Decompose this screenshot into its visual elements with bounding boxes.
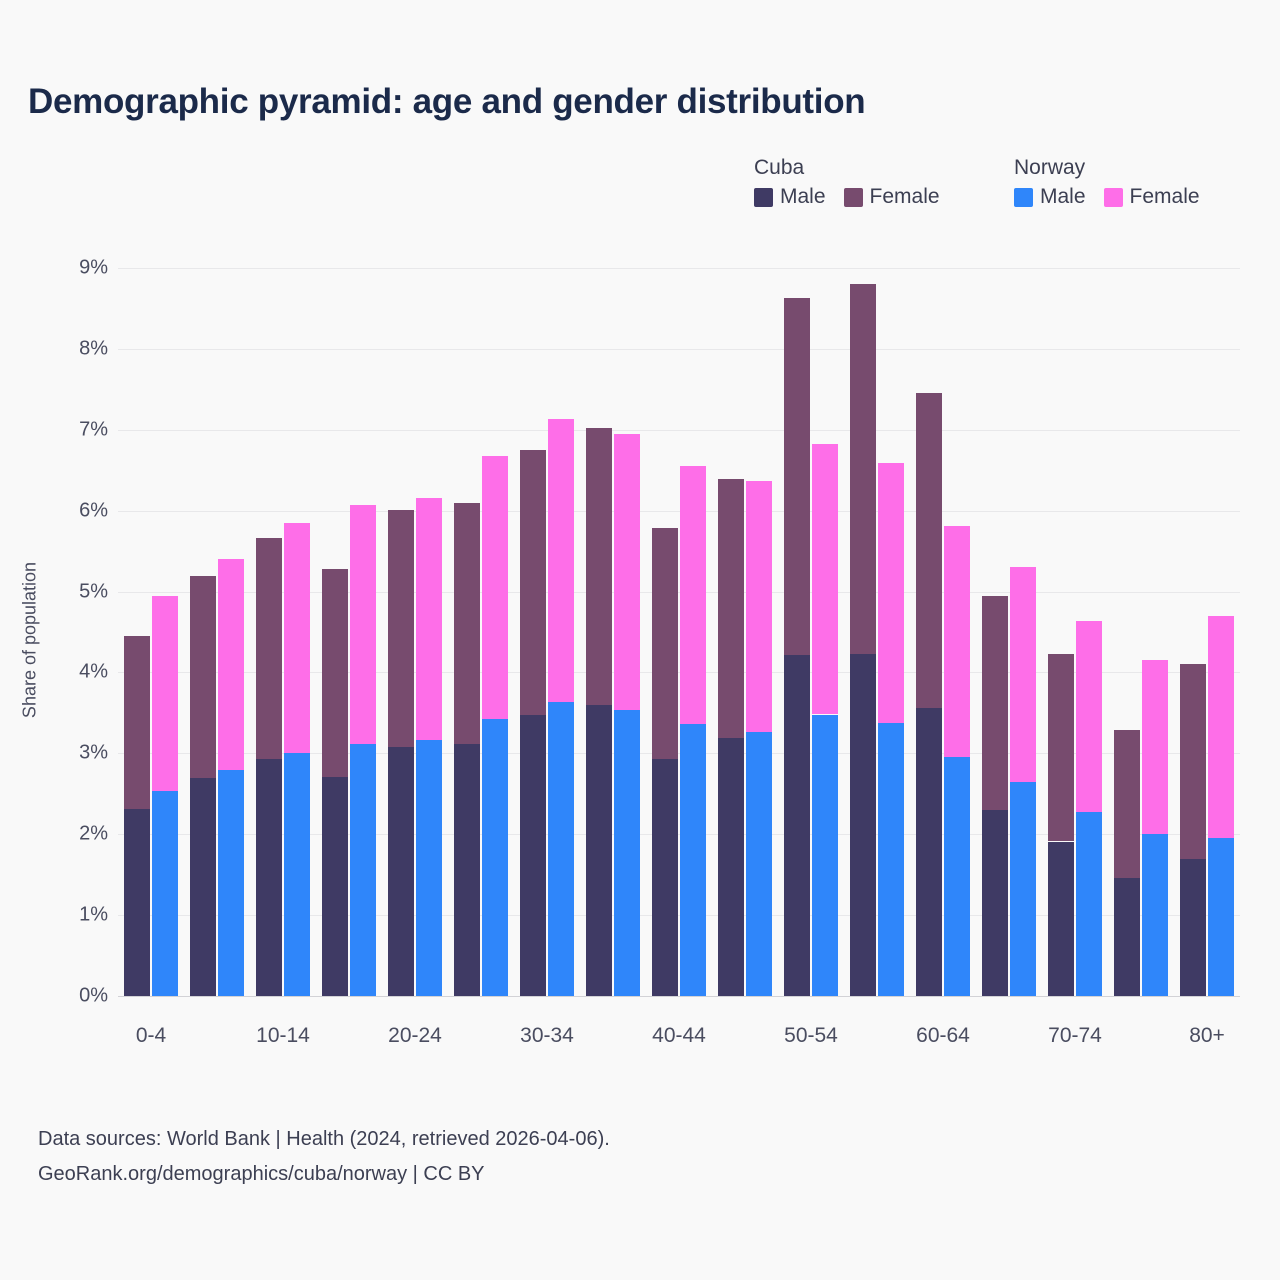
bar-norway-female[interactable] — [350, 505, 376, 744]
y-axis-tick-label: 8% — [79, 337, 108, 360]
bar-cuba-male[interactable] — [322, 777, 348, 996]
bar-norway-female[interactable] — [1010, 567, 1036, 782]
bar-cuba-male[interactable] — [784, 655, 810, 996]
y-axis-tick-label: 6% — [79, 499, 108, 522]
bar-norway-male[interactable] — [878, 723, 904, 996]
x-axis-tick-label: 0-4 — [135, 1024, 167, 1047]
footer-line-sources: Data sources: World Bank | Health (2024, retrieved 2026-04-06). — [38, 1128, 610, 1150]
bar-cuba-male[interactable] — [454, 744, 480, 996]
bar-norway-male[interactable] — [614, 710, 640, 996]
gridline — [118, 430, 1240, 431]
bar-norway-male[interactable] — [1010, 782, 1036, 996]
bar-cuba-male[interactable] — [256, 759, 282, 996]
bar-norway-male[interactable] — [1076, 812, 1102, 996]
bar-norway-male[interactable] — [284, 753, 310, 996]
bar-norway-female[interactable] — [482, 456, 508, 719]
y-axis-label: Share of population — [19, 561, 40, 719]
bar-cuba-male[interactable] — [982, 810, 1008, 996]
bar-norway-male[interactable] — [1208, 838, 1234, 996]
bar-norway-female[interactable] — [1142, 660, 1168, 835]
x-axis-tick-label: 50-54 — [784, 1024, 838, 1047]
bar-cuba-male[interactable] — [916, 708, 942, 996]
x-axis-tick-label: 80+ — [1189, 1024, 1225, 1047]
footer-line-attribution: GeoRank.org/demographics/cuba/norway | CC BY — [38, 1163, 485, 1185]
y-axis-tick-label: 5% — [79, 580, 108, 603]
bar-norway-female[interactable] — [614, 434, 640, 711]
bar-cuba-female[interactable] — [454, 503, 480, 743]
bar-cuba-female[interactable] — [982, 596, 1008, 810]
bar-norway-male[interactable] — [152, 791, 178, 996]
bar-cuba-male[interactable] — [1114, 878, 1140, 996]
bar-cuba-female[interactable] — [388, 510, 414, 747]
y-axis-tick-label: 0% — [79, 984, 108, 1007]
bar-cuba-male[interactable] — [850, 654, 876, 996]
bar-cuba-female[interactable] — [586, 428, 612, 705]
x-axis-tick-label: 60-64 — [916, 1024, 970, 1047]
bar-norway-male[interactable] — [416, 740, 442, 996]
bar-norway-male[interactable] — [812, 715, 838, 996]
bar-cuba-male[interactable] — [388, 747, 414, 996]
bar-norway-female[interactable] — [944, 526, 970, 757]
bar-norway-female[interactable] — [218, 559, 244, 770]
y-axis-tick-label: 4% — [79, 660, 108, 683]
bar-norway-female[interactable] — [548, 419, 574, 701]
bar-cuba-male[interactable] — [190, 778, 216, 996]
bar-norway-male[interactable] — [218, 770, 244, 996]
x-axis-tick-label: 70-74 — [1048, 1024, 1102, 1047]
legend-group-title: Norway — [1014, 156, 1086, 179]
bar-cuba-female[interactable] — [520, 450, 546, 715]
bar-norway-male[interactable] — [1142, 834, 1168, 996]
y-axis-tick-label: 3% — [79, 741, 108, 764]
bar-norway-female[interactable] — [284, 523, 310, 753]
gridline — [118, 349, 1240, 350]
x-axis-tick-label: 30-34 — [520, 1024, 574, 1047]
bar-cuba-female[interactable] — [1180, 664, 1206, 860]
bar-norway-male[interactable] — [746, 732, 772, 996]
y-axis-tick-label: 1% — [79, 903, 108, 926]
page-title: Demographic pyramid: age and gender distribution — [28, 82, 866, 121]
bar-cuba-female[interactable] — [322, 569, 348, 777]
bar-norway-male[interactable] — [482, 719, 508, 996]
bar-cuba-male[interactable] — [1048, 842, 1074, 996]
bar-cuba-male[interactable] — [718, 738, 744, 996]
bar-cuba-female[interactable] — [256, 538, 282, 759]
y-axis-tick-label: 9% — [79, 256, 108, 279]
bar-norway-female[interactable] — [1208, 616, 1234, 838]
gridline — [118, 511, 1240, 512]
x-axis-tick-label: 20-24 — [388, 1024, 442, 1047]
bar-norway-female[interactable] — [1076, 621, 1102, 812]
bar-cuba-female[interactable] — [190, 576, 216, 778]
bar-cuba-male[interactable] — [652, 759, 678, 996]
bar-norway-female[interactable] — [746, 481, 772, 733]
y-axis-tick-label: 7% — [79, 418, 108, 441]
bar-norway-female[interactable] — [680, 466, 706, 724]
x-axis-baseline — [118, 996, 1240, 997]
bar-norway-male[interactable] — [944, 757, 970, 996]
bar-cuba-male[interactable] — [124, 809, 150, 996]
legend-label: Female — [869, 185, 940, 208]
bar-cuba-female[interactable] — [784, 298, 810, 655]
bar-cuba-female[interactable] — [1048, 654, 1074, 842]
bar-norway-male[interactable] — [680, 724, 706, 996]
legend-label: Male — [1040, 185, 1086, 208]
bar-cuba-male[interactable] — [586, 705, 612, 996]
bar-cuba-female[interactable] — [850, 284, 876, 654]
bar-norway-female[interactable] — [152, 596, 178, 791]
y-axis-tick-label: 2% — [79, 822, 108, 845]
legend-group-title: Cuba — [754, 156, 805, 179]
bar-norway-male[interactable] — [350, 744, 376, 996]
legend-label: Female — [1129, 185, 1200, 208]
x-axis-tick-label: 40-44 — [652, 1024, 706, 1047]
chart-footer — [38, 1122, 610, 1192]
bar-cuba-female[interactable] — [718, 479, 744, 738]
bar-norway-female[interactable] — [416, 498, 442, 741]
x-axis-tick-label: 10-14 — [256, 1024, 310, 1047]
bar-cuba-female[interactable] — [1114, 730, 1140, 878]
bar-cuba-male[interactable] — [1180, 859, 1206, 996]
bar-cuba-female[interactable] — [652, 528, 678, 759]
bar-cuba-male[interactable] — [520, 715, 546, 996]
legend-label: Male — [780, 185, 826, 208]
bar-cuba-female[interactable] — [916, 393, 942, 708]
bar-cuba-female[interactable] — [124, 636, 150, 809]
bar-norway-female[interactable] — [812, 444, 838, 714]
gridline — [118, 268, 1240, 269]
bar-norway-female[interactable] — [878, 463, 904, 723]
bar-norway-male[interactable] — [548, 702, 574, 996]
